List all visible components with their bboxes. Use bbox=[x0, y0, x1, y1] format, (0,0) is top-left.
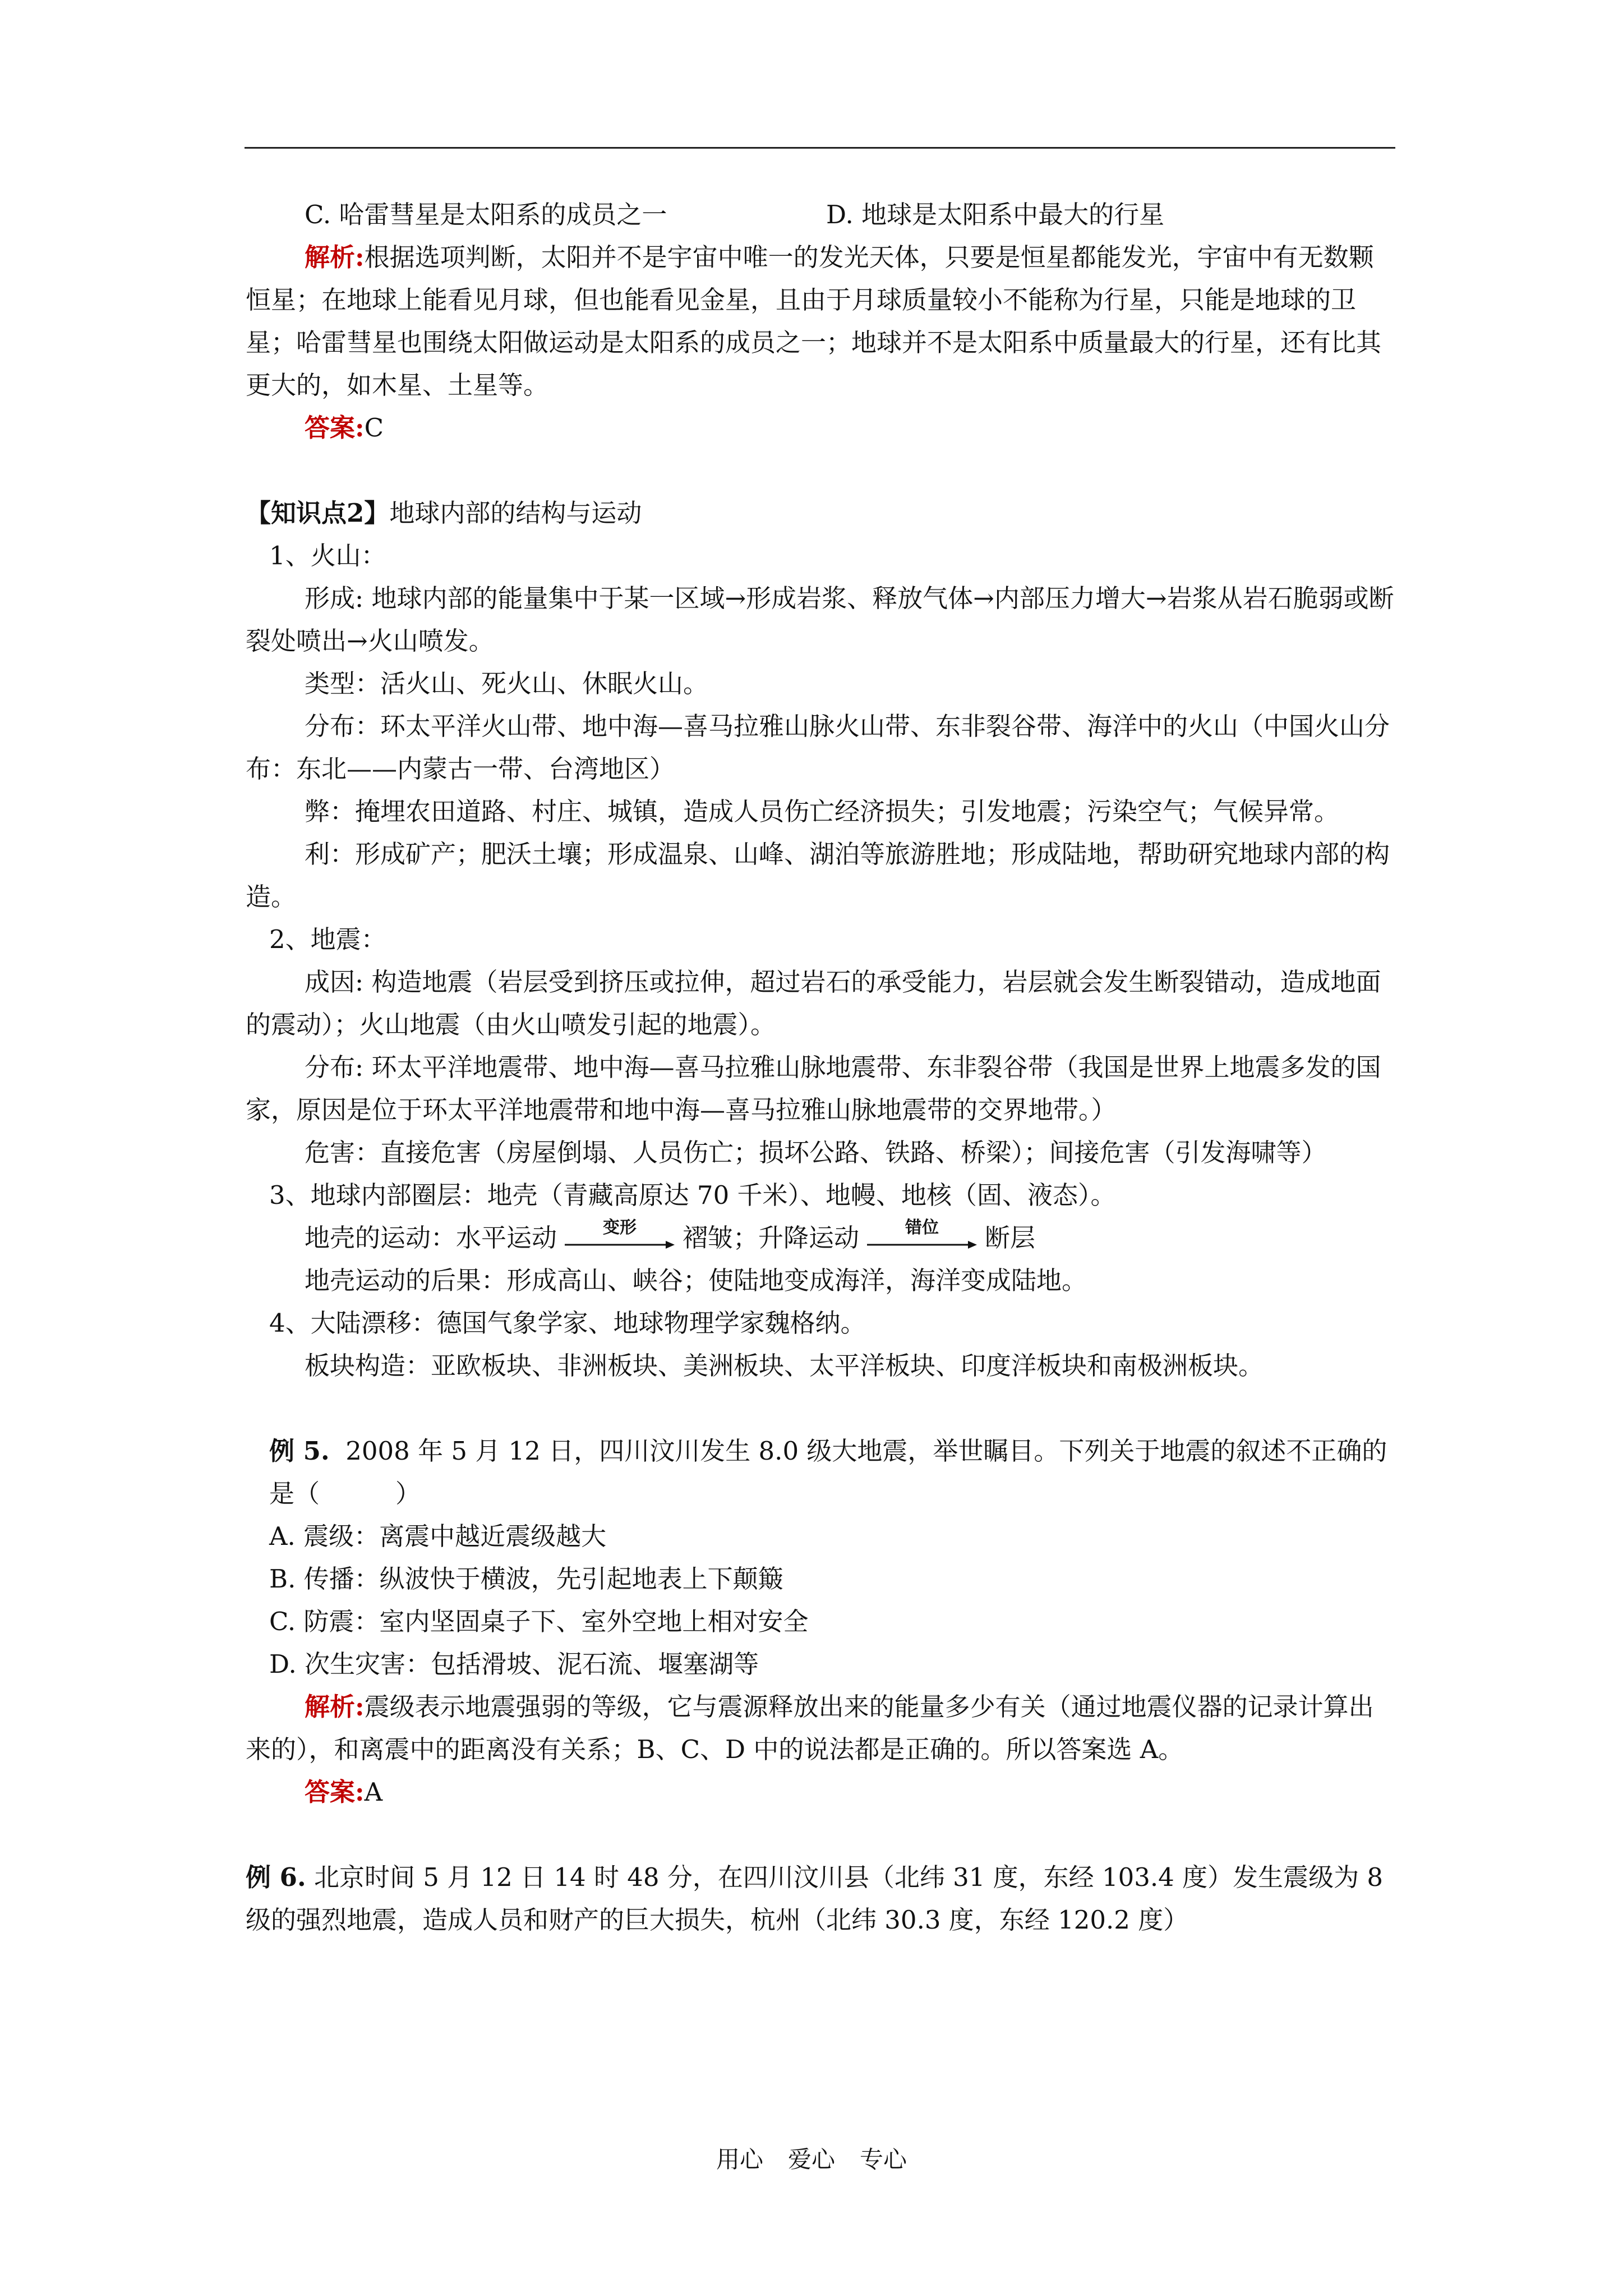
explanation-label: 解析: bbox=[305, 1692, 365, 1722]
drift-heading: 4、大陆漂移：德国气象学家、地球物理学家魏格纳。 bbox=[269, 1308, 866, 1338]
earthquake-cause: 成因: 构造地震（岩层受到挤压或拉伸，超过岩石的承受能力，岩层就会发生断裂错动，造成地面的震动）；火山地震（由火山喷发引起的地震）。 bbox=[246, 967, 1381, 1039]
example-5-option-d: D. 次生灾害：包括滑坡、泥石流、堰塞湖等 bbox=[269, 1649, 759, 1679]
answer-1 bbox=[246, 407, 1394, 449]
kp-title: 地球内部的结构与运动 bbox=[389, 498, 642, 528]
volcano-distribution: 分布：环太平洋火山带、地中海—喜马拉雅山脉火山带、东非裂谷带、海洋中的火山（中国火山分布：东北——内蒙古一带、台湾地区） bbox=[246, 711, 1390, 784]
example-5-text: 2008 年 5 月 12 日，四川汶川发生 8.0 级大地震，举世瞩目。下列关于地震的叙述不正确的是（ ） bbox=[269, 1436, 1387, 1508]
right-arrow-icon bbox=[866, 1239, 978, 1250]
volcano-types: 类型：活火山、死火山、休眠火山。 bbox=[305, 669, 709, 698]
example-5-question bbox=[246, 1430, 1394, 1515]
volcano-formation: 形成: 地球内部的能量集中于某一区域→形成岩浆、释放气体→内部压力增大→岩浆从岩石脆弱或断裂处喷出→火山喷发。 bbox=[246, 583, 1394, 656]
answer-value: C bbox=[364, 413, 384, 443]
answer-label: 答案: bbox=[305, 1777, 365, 1807]
example-5-option-b: B. 传播：纵波快于横波，先引起地表上下颠簸 bbox=[269, 1564, 783, 1594]
plate-tectonics: 板块构造：亚欧板块、非洲板块、美洲板块、太平洋板块、印度洋板块和南极洲板块。 bbox=[305, 1351, 1264, 1381]
volcano-heading: 1、火山： bbox=[269, 541, 386, 570]
earthquake-harm: 危害：直接危害（房屋倒塌、人员伤亡；损坏公路、铁路、桥梁）；间接危害（引发海啸等） bbox=[305, 1138, 1327, 1167]
example-5-label: 例 5. bbox=[269, 1436, 330, 1466]
footer-word-2: 爱心 bbox=[787, 2146, 835, 2173]
volcano-benefit: 利：形成矿产；肥沃土壤；形成温泉、山峰、湖泊等旅游胜地；形成陆地，帮助研究地球内部的构造。 bbox=[246, 839, 1390, 912]
answer-label: 答案: bbox=[305, 413, 365, 443]
example-6-question bbox=[246, 1856, 1394, 1941]
answer-value: A bbox=[364, 1777, 383, 1807]
kp-label: 【知识点2】 bbox=[246, 498, 390, 528]
layers-heading: 3、地球内部圈层：地壳（青藏高原达 70 千米）、地幔、地核（固、液态）。 bbox=[269, 1180, 1116, 1210]
explanation-text: 震级表示地震强弱的等级，它与震源释放出来的能量多少有关（通过地震仪器的记录计算出来的），和离震中的距离没有关系；B、C、D 中的说法都是正确的。所以答案选 A。 bbox=[246, 1692, 1374, 1764]
explanation-1 bbox=[246, 236, 1394, 407]
volcano-harm: 弊：掩埋农田道路、村庄、城镇，造成人员伤亡经济损失；引发地震；污染空气；气候异常。 bbox=[305, 797, 1340, 826]
example-5-option-c: C. 防震：室内坚固桌子下、室外空地上相对安全 bbox=[269, 1607, 809, 1636]
example-6-text: 北京时间 5 月 12 日 14 时 48 分，在四川汶川县（北纬 31 度，东经 103.4 度）发生震级为 8 级的强烈地震，造成人员和财产的巨大损失，杭州（北纬 30.3 度，东经 120.2 度） bbox=[246, 1862, 1384, 1935]
offset-arrow bbox=[866, 1217, 978, 1259]
example-5-answer bbox=[246, 1771, 1394, 1814]
options-cd bbox=[246, 194, 1394, 236]
example-6-label: 例 6. bbox=[246, 1862, 306, 1892]
option-d: D. 地球是太阳系中最大的行星 bbox=[826, 200, 1165, 229]
right-arrow-icon bbox=[564, 1239, 676, 1250]
example-5-explanation bbox=[246, 1686, 1394, 1771]
crust-result: 地壳运动的后果：形成高山、峡谷；使陆地变成海洋，海洋变成陆地。 bbox=[305, 1266, 1087, 1295]
knowledge-point-2 bbox=[246, 492, 1394, 535]
earthquake-heading: 2、地震： bbox=[269, 924, 386, 954]
motion-mid: 褶皱；升降运动 bbox=[683, 1223, 860, 1253]
page-footer bbox=[0, 2146, 1623, 2174]
motion-suffix: 断层 bbox=[985, 1223, 1036, 1253]
footer-word-3: 专心 bbox=[860, 2146, 907, 2173]
crust-motion bbox=[246, 1217, 1394, 1259]
footer-word-1: 用心 bbox=[716, 2146, 763, 2173]
header-rule bbox=[245, 147, 1395, 149]
offset-label: 错位 bbox=[905, 1218, 939, 1237]
example-5-option-a: A. 震级：离震中越近震级越大 bbox=[269, 1521, 607, 1551]
explanation-text: 根据选项判断，太阳并不是宇宙中唯一的发光天体，只要是恒星都能发光，宇宙中有无数颗恒星；在地球上能看见月球，但也能看见金星，且由于月球质量较小不能称为行星，只能是地球的卫星；哈雷彗星也围绕太阳做运动是太阳系的成员之一；地球并不是太阳系中质量最大的行星，还有比其更大的，如木星、土星等。 bbox=[246, 242, 1382, 400]
explanation-label: 解析: bbox=[305, 242, 365, 272]
deform-arrow bbox=[564, 1217, 676, 1259]
page-body bbox=[246, 194, 1394, 1941]
motion-prefix: 地壳的运动：水平运动 bbox=[305, 1223, 557, 1253]
option-c: C. 哈雷彗星是太阳系的成员之一 bbox=[305, 200, 667, 229]
earthquake-distribution: 分布: 环太平洋地震带、地中海—喜马拉雅山脉地震带、东非裂谷带（我国是世界上地震多发的国家，原因是位于环太平洋地震带和地中海—喜马拉雅山脉地震带的交界地带。） bbox=[246, 1052, 1381, 1125]
deform-label: 变形 bbox=[603, 1218, 637, 1237]
